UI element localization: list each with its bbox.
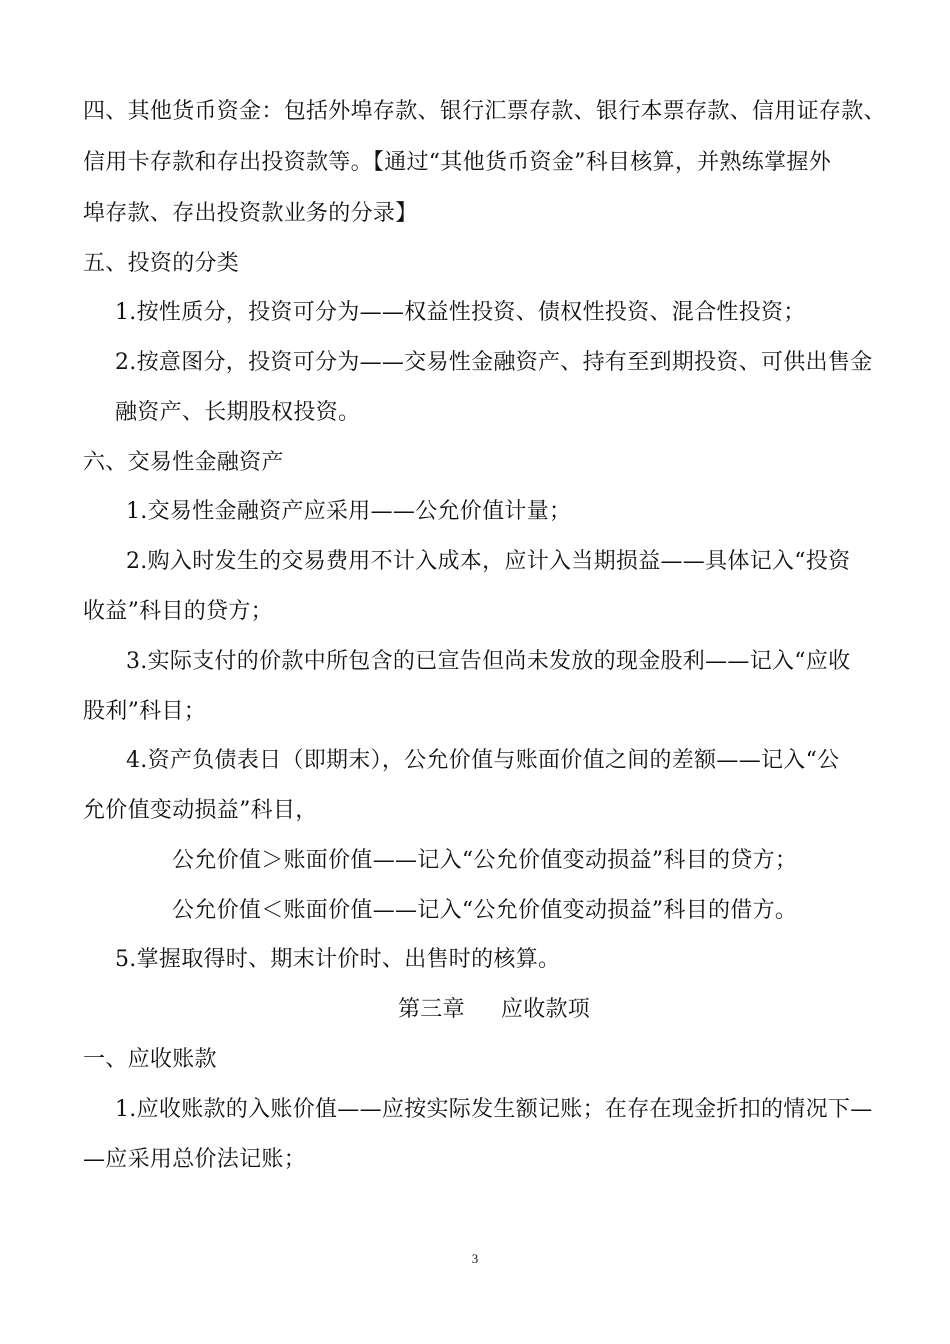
page-number: 3 [471,1251,479,1266]
sub-item: 公允价值＜账面价值——记入“公允价值变动损益”科目的借方。 [172,898,798,923]
chapter-number: 第三章 [398,997,465,1022]
paragraph-line: 信用卡存款和存出投资款等。【通过“其他货币资金”科目核算，并熟练掌握外 [83,150,831,175]
section-heading: 一、应收账款 [83,1047,217,1072]
list-item-continuation: 允价值变动损益”科目， [83,798,318,823]
list-item: 1.按性质分，投资可分为——权益性投资、债权性投资、混合性投资； [115,300,806,325]
paragraph-line: 四、其他货币资金：包括外埠存款、银行汇票存款、银行本票存款、信用证存款、 [83,99,886,124]
list-item: 1.交易性金融资产应采用——公允价值计量； [126,499,572,524]
sub-item: 公允价值＞账面价值——记入“公允价值变动损益”科目的贷方； [172,848,798,873]
paragraph-line: 埠存款、存出投资款业务的分录】 [83,201,418,226]
section-heading: 六、交易性金融资产 [83,450,284,475]
list-item: 3.实际支付的价款中所包含的已宣告但尚未发放的现金股利——记入“应收 [126,649,851,674]
list-item: 5.掌握取得时、期末计价时、出售时的核算。 [115,947,561,972]
list-item-continuation: 收益”科目的贷方； [83,599,273,624]
list-item: 2.购入时发生的交易费用不计入成本，应计入当期损益——具体记入“投资 [126,549,851,574]
list-item: 1.应收账款的入账价值——应按实际发生额记账；在存在现金折扣的情况下— [115,1097,873,1122]
chapter-name: 应收款项 [500,997,591,1022]
list-item: 2.按意图分，投资可分为——交易性金融资产、持有至到期投资、可供出售金 [115,350,873,375]
section-heading: 五、投资的分类 [83,251,240,276]
list-item: 4.资产负债表日（即期末），公允价值与账面价值之间的差额——记入“公 [126,748,840,773]
list-item-continuation: 股利”科目； [83,699,207,724]
list-item-continuation: 融资产、长期股权投资。 [115,400,361,425]
list-item-continuation: —应采用总价法记账； [83,1147,307,1172]
chapter-title [398,995,590,1025]
